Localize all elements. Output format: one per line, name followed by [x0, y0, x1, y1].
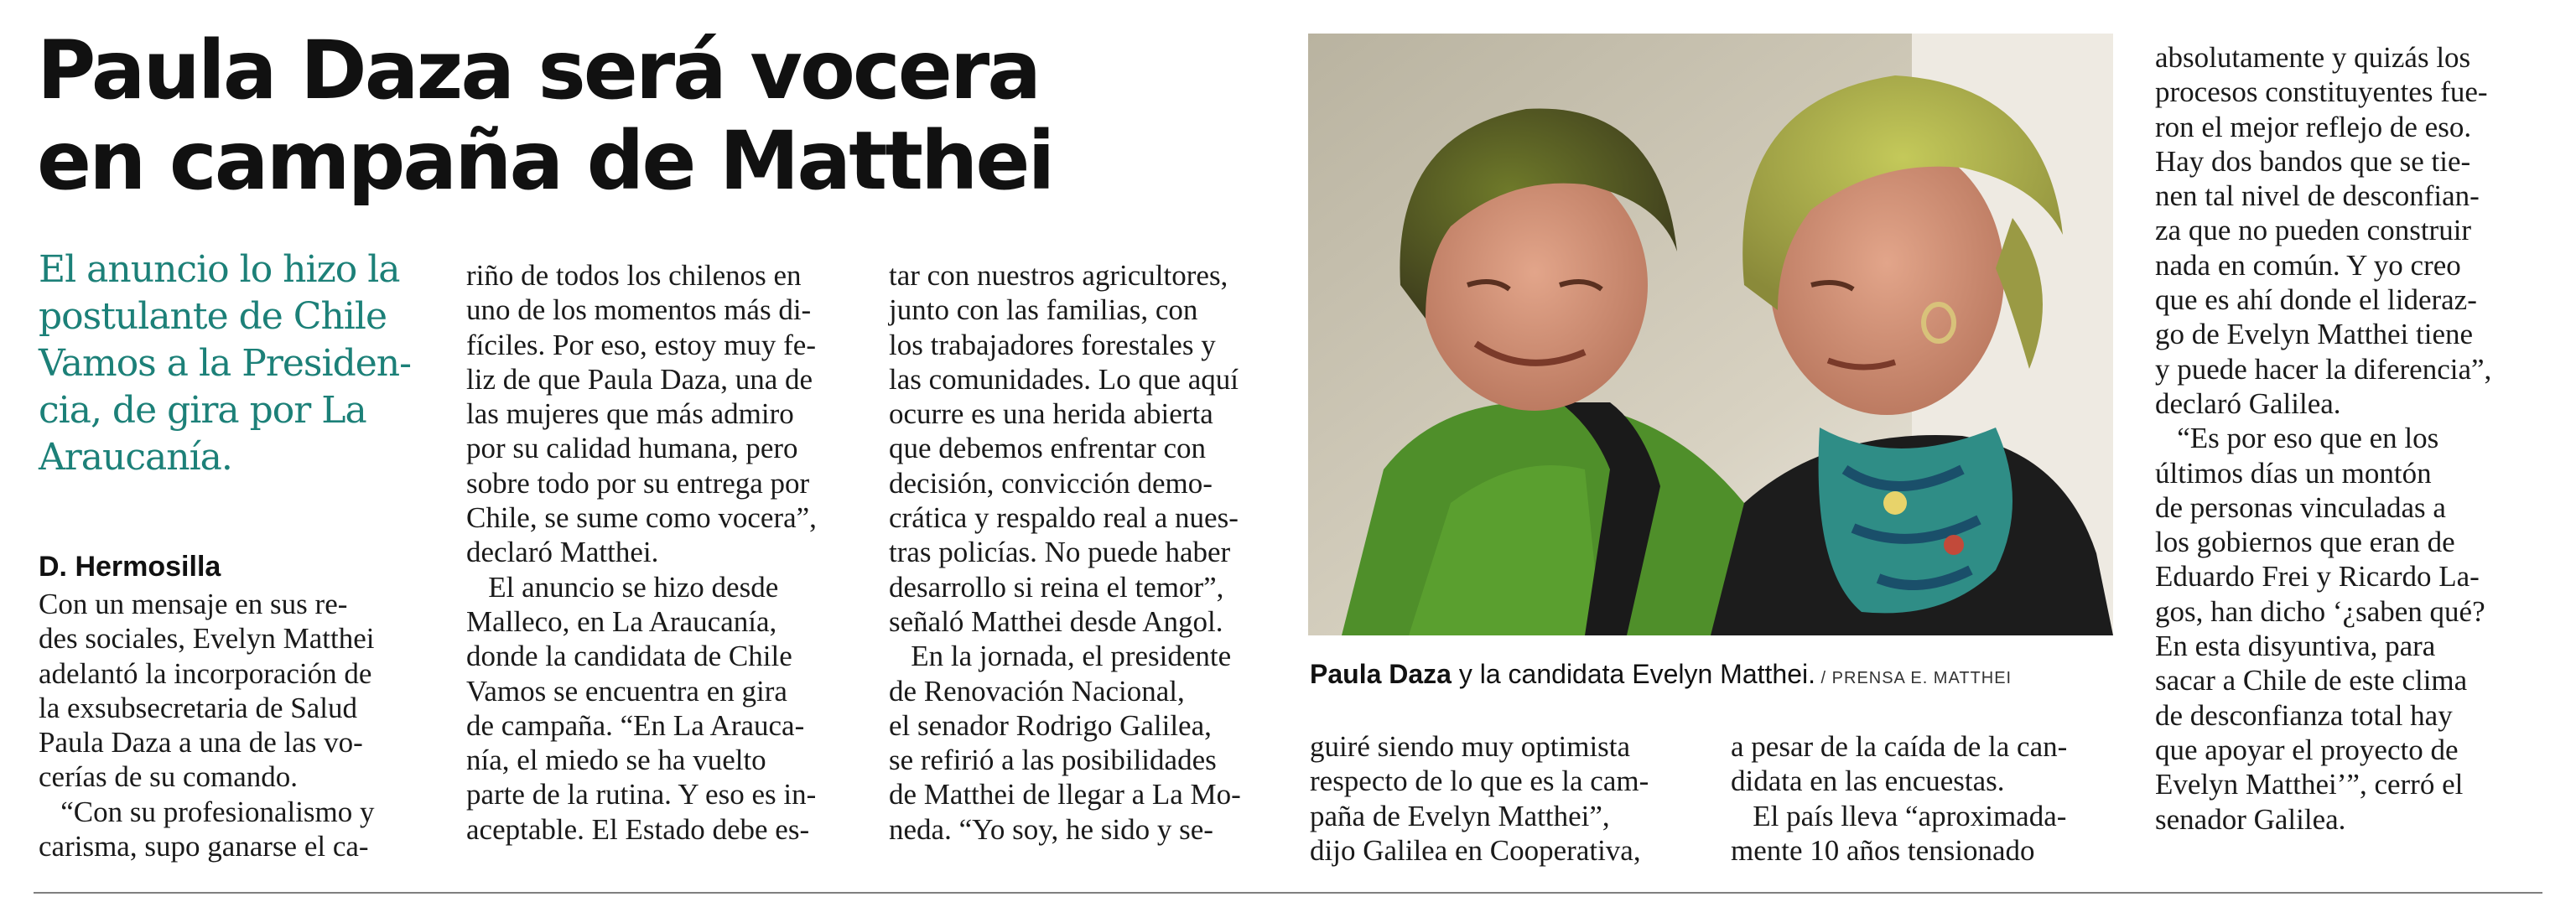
body-text-line: que es ahí donde el lideraz- [2155, 283, 2477, 317]
body-text-line: aceptable. El Estado debe es- [466, 812, 810, 846]
body-text-line: Chile, se sume como vocera”, [466, 501, 817, 535]
caption-name: Paula Daza [1310, 659, 1452, 689]
lede [39, 246, 433, 481]
body-text-line: Malleco, en La Araucanía, [466, 604, 777, 638]
body-column-2 [466, 258, 860, 847]
body-column-6 [2155, 40, 2549, 837]
headline-line-2: en campaña de Matthei [37, 114, 1053, 208]
body-text-line: guiré siendo muy optimista [1310, 730, 1631, 763]
body-text-line: se refirió a las posibilidades [889, 744, 1217, 777]
headline-line-1: Paula Daza será vocera [37, 23, 1040, 117]
body-text-line: por su calidad humana, pero [466, 432, 798, 465]
body-text-line: mente 10 años tensionado [1731, 833, 2035, 867]
body-text-line: riño de todos los chilenos en [466, 259, 802, 292]
body-text-line: neda. “Yo soy, he sido y se- [889, 812, 1213, 846]
body-text-line: nada en común. Y yo creo [2155, 248, 2461, 282]
lede-line: El anuncio lo hizo la [39, 248, 400, 291]
body-text-line: las mujeres que más admiro [466, 397, 794, 431]
body-text-line: tras policías. No puede haber [889, 536, 1231, 569]
lede-line: Araucanía. [39, 436, 232, 479]
body-text-line: de personas vinculadas a [2155, 490, 2446, 524]
body-text-line: donde la candidata de Chile [466, 640, 792, 673]
body-text-line: de Renovación Nacional, [889, 674, 1185, 708]
body-text-line: Paula Daza a una de las vo- [39, 726, 363, 759]
lede-line: postulante de Chile [39, 295, 387, 338]
caption-text: y la candidata Evelyn Matthei. [1451, 659, 1815, 689]
body-text-line: la exsubsecretaria de Salud [39, 691, 357, 724]
bottom-rule [34, 892, 2542, 894]
photo-caption [1310, 657, 2012, 695]
body-text-line: desarrollo si reina el temor”, [889, 570, 1224, 604]
body-text-line: des sociales, Evelyn Matthei [39, 622, 375, 656]
body-text-line: el senador Rodrigo Galilea, [889, 708, 1212, 742]
body-column-5 [1731, 729, 2125, 868]
body-text-line: uno de los momentos más di- [466, 293, 812, 327]
body-column-4 [1310, 729, 1704, 868]
body-text-line: de desconfianza total hay [2155, 698, 2453, 732]
body-text-line: cerías de su comando. [39, 760, 299, 794]
body-text-line: Evelyn Matthei’”, cerró el [2155, 768, 2464, 801]
body-text-line: de campaña. “En La Arauca- [466, 708, 805, 742]
body-text-line: últimos días un montón [2155, 456, 2432, 490]
body-text-line: las comunidades. Lo que aquí [889, 362, 1239, 396]
body-text-line: declaró Galilea. [2155, 386, 2341, 420]
body-text-line: go de Evelyn Matthei tiene [2155, 318, 2474, 351]
body-text-line: ron el mejor reflejo de eso. [2155, 110, 2472, 143]
body-text-line: El país lleva “aproximada- [1731, 799, 2067, 832]
body-text-line: a pesar de la caída de la can- [1731, 730, 2068, 763]
headline [37, 25, 1295, 206]
body-text-line: liz de que Paula Daza, una de [466, 362, 813, 396]
body-text-line: los trabajadores forestales y [889, 328, 1216, 361]
body-text-line: fíciles. Por eso, estoy muy fe- [466, 328, 816, 361]
lede-line: cia, de gira por La [39, 389, 366, 432]
body-text-line: respecto de lo que es la cam- [1310, 765, 1649, 798]
body-text-line: Vamos se encuentra en gira [466, 674, 787, 708]
body-text-line: “Con su profesionalismo y [39, 795, 375, 828]
body-text-line: señaló Matthei desde Angol. [889, 604, 1223, 638]
body-column-3 [889, 258, 1283, 847]
body-text-line: ocurre es una herida abierta [889, 397, 1213, 431]
body-text-line: dijo Galilea en Cooperativa, [1310, 833, 1641, 867]
body-text-line: sacar a Chile de este clima [2155, 664, 2468, 697]
body-text-line: nía, el miedo se ha vuelto [466, 744, 766, 777]
body-text-line: Con un mensaje en sus re- [39, 588, 348, 620]
body-text-line: gos, han dicho ‘¿saben qué? [2155, 594, 2485, 628]
body-text-line: paña de Evelyn Matthei”, [1310, 799, 1610, 832]
body-text-line: los gobiernos que eran de [2155, 526, 2455, 559]
body-text-line: tar con nuestros agricultores, [889, 259, 1228, 292]
body-column-1 [39, 587, 433, 863]
body-text-line: En esta disyuntiva, para [2155, 630, 2436, 663]
body-text-line: adelantó la incorporación de [39, 656, 372, 690]
body-text-line: que apoyar el proyecto de [2155, 733, 2459, 766]
body-text-line: sobre todo por su entrega por [466, 466, 810, 500]
body-text-line: El anuncio se hizo desde [466, 570, 779, 604]
body-text-line: declaró Matthei. [466, 536, 659, 569]
photo-illustration [1308, 34, 2113, 635]
byline: D. Hermosilla [39, 551, 221, 583]
body-text-line: didata en las encuestas. [1731, 765, 2005, 798]
body-text-line: de Matthei de llegar a La Mo- [889, 778, 1241, 811]
body-text-line: “Es por eso que en los [2155, 422, 2439, 455]
body-text-line: senador Galilea. [2155, 802, 2346, 836]
body-text-line: y puede hacer la diferencia”, [2155, 352, 2492, 386]
body-text-line: za que no pueden construir [2155, 214, 2472, 247]
body-text-line: Eduardo Frei y Ricardo La- [2155, 560, 2480, 594]
body-text-line: crática y respaldo real a nues- [889, 501, 1239, 535]
body-text-line: absolutamente y quizás los [2155, 41, 2471, 74]
body-text-line: decisión, convicción demo- [889, 466, 1213, 500]
body-text-line: carisma, supo ganarse el ca- [39, 830, 369, 863]
body-text-line: junto con las familias, con [889, 293, 1198, 327]
body-text-line: nen tal nivel de desconfian- [2155, 179, 2480, 213]
body-text-line: Hay dos bandos que se tie- [2155, 144, 2471, 178]
body-text-line: parte de la rutina. Y eso es in- [466, 778, 817, 811]
photo-credit: / PRENSA E. MATTHEI [1815, 669, 2012, 687]
body-text-line: En la jornada, el presidente [889, 640, 1232, 673]
news-photo [1308, 34, 2113, 635]
body-text-line: procesos constituyentes fue- [2155, 75, 2488, 109]
lede-line: Vamos a la Presiden- [39, 342, 411, 385]
body-text-line: que debemos enfrentar con [889, 432, 1207, 465]
